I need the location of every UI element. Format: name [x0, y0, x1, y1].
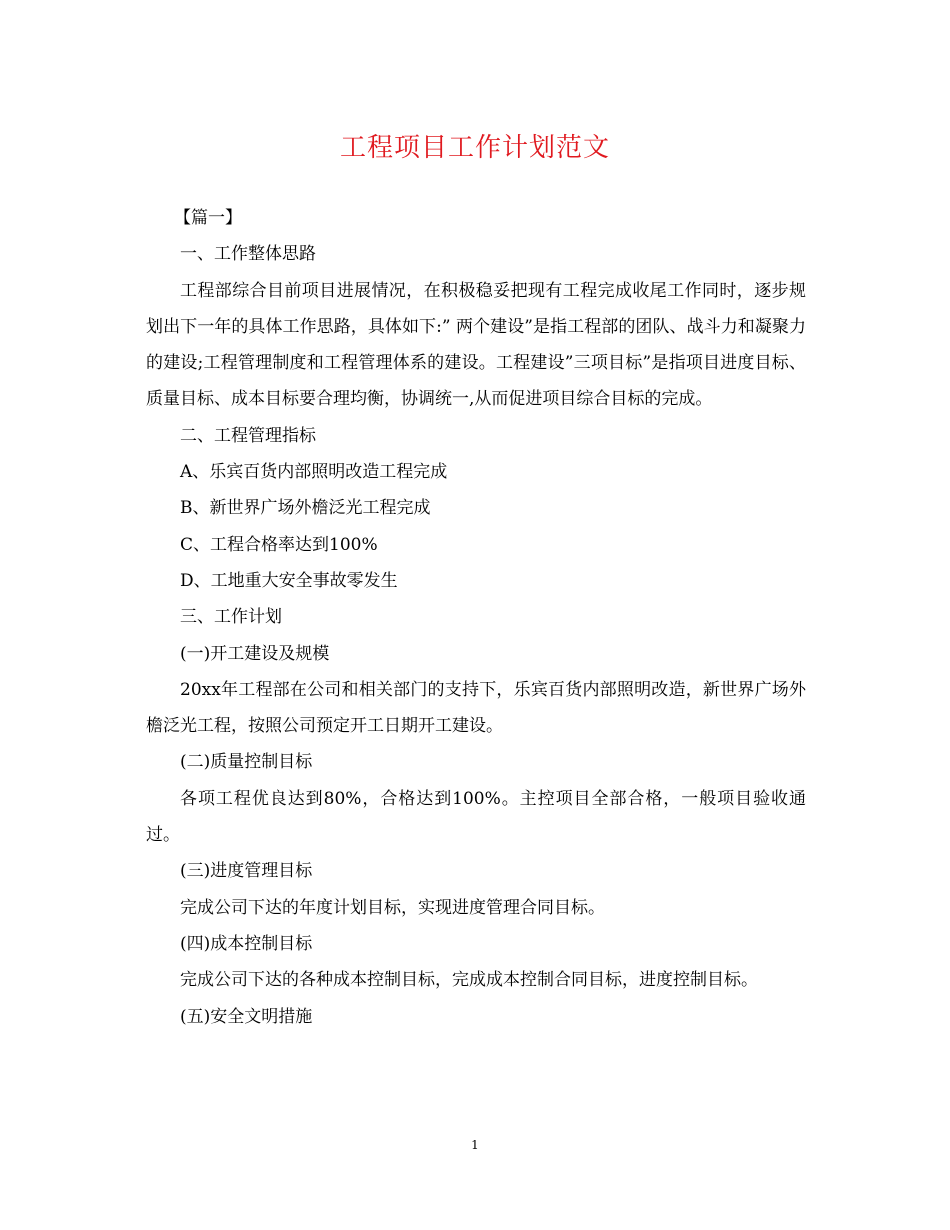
subheading-quality-control: (二)质量控制目标: [180, 752, 313, 773]
heading-overall-approach: 一、工作整体思路: [180, 244, 316, 265]
subheading-cost-control: (四)成本控制目标: [180, 933, 313, 954]
paragraph-cost-control: 完成公司下达的各种成本控制目标，完成成本控制合同目标，进度控制目标。: [180, 970, 758, 991]
paragraph-construction-scale: 20xx年工程部在公司和相关部门的支持下，乐宾百货内部照明改造，新世界广场外檐泛光工程，按照公司预定开工日期开工建设。: [146, 679, 806, 737]
heading-work-plan: 三、工作计划: [180, 607, 282, 628]
indicator-item-c: C、工程合格率达到100%: [180, 534, 378, 555]
subheading-progress-management: (三)进度管理目标: [180, 861, 313, 882]
document-body: [146, 200, 806, 1035]
indicator-item-d: D、工地重大安全事故零发生: [180, 570, 398, 591]
paragraph-quality-control: 各项工程优良达到80%，合格达到100%。主控项目全部合格，一般项目验收通过。: [146, 788, 806, 846]
section-label: 【篇一】: [174, 208, 242, 228]
subheading-safety-measures: (五)安全文明措施: [180, 1006, 313, 1027]
indicator-item-a: A、乐宾百货内部照明改造工程完成: [180, 462, 448, 483]
paragraph-overall-approach: 工程部综合目前项目进展情况，在积极稳妥把现有工程完成收尾工作同时，逐步规划出下一年的具体工作思路，具体如下:” 两个建设”是指工程部的团队、战斗力和凝聚力的建设;工程管理制度和工程管理体系的建设。工程建设”三项目标”是指项目进度目标、质量目标、成本目标要合理均衡，协调统一,从而促进项目综合目标的完成。: [146, 280, 806, 410]
indicator-item-b: B、新世界广场外檐泛光工程完成: [180, 498, 431, 519]
subheading-construction-scale: (一)开工建设及规模: [180, 643, 330, 664]
page-number: 1: [471, 1138, 479, 1152]
paragraph-progress-management: 完成公司下达的年度计划目标，实现进度管理合同目标。: [180, 897, 605, 918]
heading-management-indicators: 二、工程管理指标: [180, 425, 316, 446]
document-title: 工程项目工作计划范文: [339, 133, 610, 163]
